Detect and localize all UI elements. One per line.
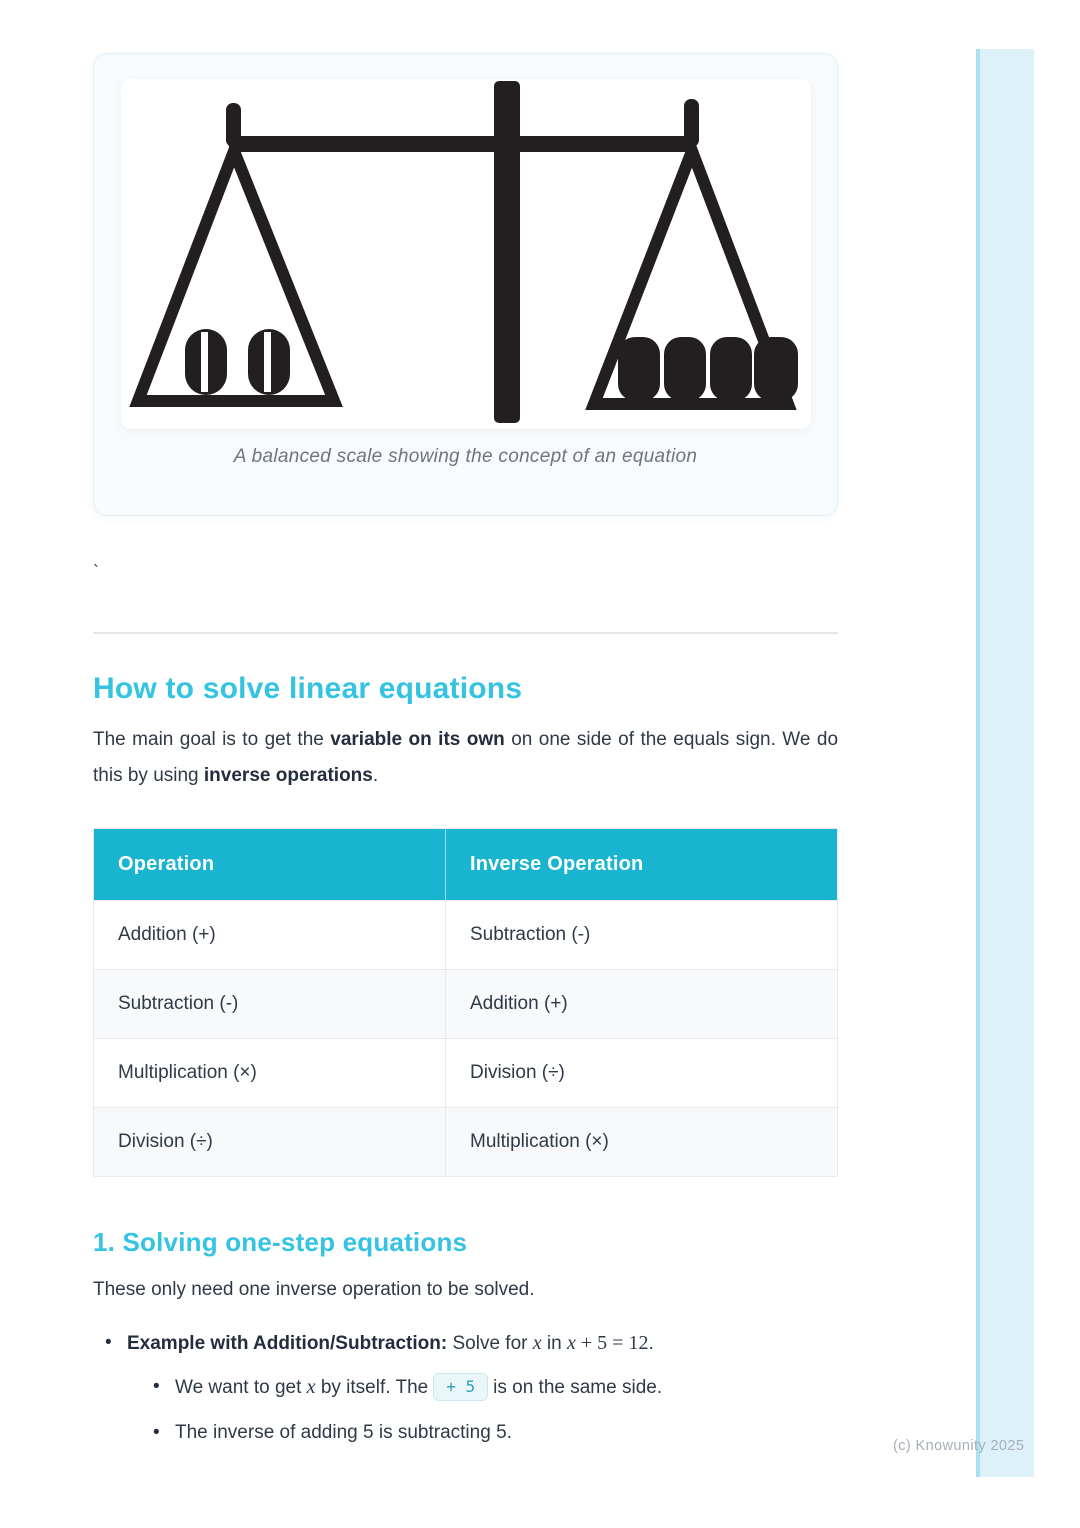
math-variable: x <box>567 1332 576 1354</box>
table-header-operation: Operation <box>94 829 446 900</box>
paragraph-text: . <box>372 765 379 786</box>
document-content <box>93 53 838 1448</box>
table-cell: Addition (+) <box>94 900 446 969</box>
math-expression: + 5 = 12 <box>575 1332 649 1354</box>
inline-term-chip: + 5 <box>433 1373 488 1401</box>
table-cell: Subtraction (-) <box>94 969 446 1038</box>
table-cell: Addition (+) <box>446 969 837 1038</box>
math-variable: x <box>306 1376 316 1398</box>
example-list <box>93 1327 838 1448</box>
section-title: How to solve linear equations <box>93 672 523 705</box>
bullet-text: is on the same side. <box>493 1377 663 1398</box>
stray-character: ` <box>93 562 99 582</box>
section-divider <box>93 632 838 634</box>
paragraph-bold: variable on its own <box>330 729 505 750</box>
table-row <box>94 1038 837 1107</box>
table-cell: Division (÷) <box>446 1038 837 1107</box>
figure-card <box>93 53 838 516</box>
paragraph-text: The main goal is to get the <box>93 729 331 750</box>
balance-scale-illustration <box>121 79 811 429</box>
table-row <box>94 969 837 1038</box>
table-cell: Subtraction (-) <box>446 900 837 969</box>
subsection-title: 1. Solving one-step equations <box>93 1227 468 1257</box>
table-cell: Multiplication (×) <box>446 1107 837 1176</box>
figure-caption: A balanced scale showing the concept of an equation <box>233 446 698 467</box>
section-paragraph <box>93 722 838 794</box>
bullet-text: . <box>648 1333 654 1354</box>
bullet-bold-label: Example with Addition/Subtraction: <box>127 1333 448 1354</box>
inverse-operations-table <box>93 828 838 1177</box>
paragraph-bold: inverse operations <box>203 765 373 786</box>
list-item-example <box>93 1327 838 1448</box>
list-item-step <box>141 1372 838 1403</box>
paragraph-text: on one side of the equals sign. We do this by using <box>93 729 839 786</box>
bullet-text: Solve for <box>447 1333 533 1354</box>
table-header-inverse-operation: Inverse Operation <box>446 829 837 900</box>
bullet-text: by itself. The <box>315 1377 429 1398</box>
bullet-text: We want to get <box>175 1377 307 1398</box>
figure-image-frame <box>121 79 811 429</box>
page-accent-stripe <box>976 49 1034 1477</box>
example-sub-list <box>141 1372 838 1448</box>
copyright-watermark: (c) Knowunity 2025 <box>893 1438 1025 1454</box>
bullet-text: in <box>541 1333 567 1354</box>
table-cell: Division (÷) <box>94 1107 446 1176</box>
table-cell: Multiplication (×) <box>94 1038 446 1107</box>
subsection-intro: These only need one inverse operation to be solved. <box>93 1279 535 1300</box>
table-header-row <box>94 829 837 900</box>
math-variable: x <box>532 1332 542 1354</box>
table-row <box>94 1107 837 1176</box>
table-row <box>94 900 837 969</box>
list-item-step: • The inverse of adding 5 is subtracting 5. <box>141 1418 838 1448</box>
